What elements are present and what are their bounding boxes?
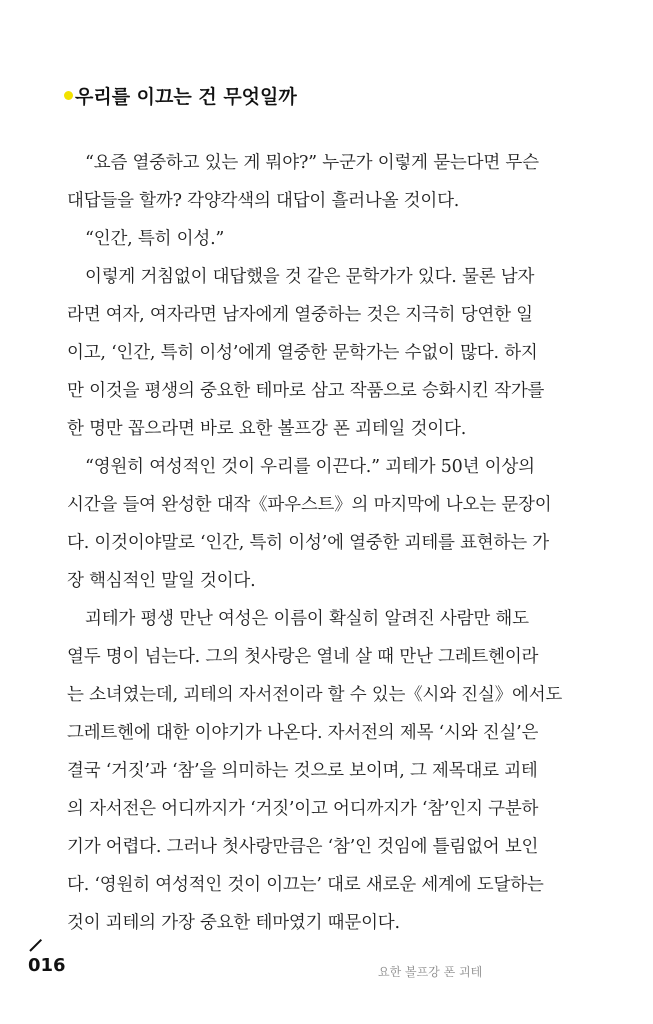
text-line: 다. ‘영원히 여성적인 것이 이끄는’ 대로 새로운 세계에 도달하는 bbox=[67, 875, 544, 895]
text-line: 이렇게 거침없이 대답했을 것 같은 문학가가 있다. 물론 남자 bbox=[85, 267, 535, 287]
page-number: 016 bbox=[28, 955, 66, 976]
body-text bbox=[67, 148, 563, 946]
text-line: “요즘 열중하고 있는 게 뭐야?” 누군가 이렇게 묻는다면 무슨 bbox=[85, 153, 539, 173]
text-line: 이고, ‘인간, 특히 이성’에게 열중한 문학가는 수없이 많다. 하지 bbox=[67, 343, 538, 363]
text-line: 기가 어렵다. 그러나 첫사랑만큼은 ‘참’인 것임에 틀림없어 보인 bbox=[67, 837, 539, 857]
text-line: 다. 이것이야말로 ‘인간, 특히 이성’에 열중한 괴테를 표현하는 가 bbox=[67, 533, 549, 553]
folio-slash-icon bbox=[29, 939, 42, 952]
text-line: 열두 명이 넘는다. 그의 첫사랑은 열네 살 때 만난 그레트헨이라 bbox=[67, 647, 539, 667]
text-line: 시간을 들여 완성한 대작《파우스트》의 마지막에 나오는 문장이 bbox=[67, 495, 552, 515]
bullet-dot-icon bbox=[64, 91, 73, 100]
running-title: 요한 볼프강 폰 괴테 bbox=[378, 965, 483, 979]
text-line: 한 명만 꼽으라면 바로 요한 볼프강 폰 괴테일 것이다. bbox=[67, 419, 467, 439]
text-line: “영원히 여성적인 것이 우리를 이끈다.” 괴테가 50년 이상의 bbox=[85, 457, 535, 477]
text-line: 는 소녀였는데, 괴테의 자서전이라 할 수 있는《시와 진실》에서도 bbox=[67, 685, 563, 705]
text-line: 장 핵심적인 말일 것이다. bbox=[67, 571, 256, 591]
text-line: 것이 괴테의 가장 중요한 테마였기 때문이다. bbox=[67, 913, 400, 933]
text-line: 의 자서전은 어디까지가 ‘거짓’이고 어디까지가 ‘참’인지 구분하 bbox=[67, 799, 539, 819]
text-line: 결국 ‘거짓’과 ‘참’을 의미하는 것으로 보이며, 그 제목대로 괴테 bbox=[67, 761, 538, 781]
section-heading bbox=[64, 82, 297, 109]
text-line: 괴테가 평생 만난 여성은 이름이 확실히 알려진 사람만 해도 bbox=[85, 609, 529, 629]
text-line: 라면 여자, 여자라면 남자에게 열중하는 것은 지극히 당연한 일 bbox=[67, 305, 533, 325]
text-line: 만 이것을 평생의 중요한 테마로 삼고 작품으로 승화시킨 작가를 bbox=[67, 381, 545, 401]
text-line: “인간, 특히 이성.” bbox=[85, 229, 225, 249]
section-title: 우리를 이끄는 건 무엇일까 bbox=[75, 86, 297, 108]
text-line: 대답들을 할까? 각양각색의 대답이 흘러나올 것이다. bbox=[67, 191, 460, 211]
text-line: 그레트헨에 대한 이야기가 나온다. 자서전의 제목 ‘시와 진실’은 bbox=[67, 723, 539, 743]
